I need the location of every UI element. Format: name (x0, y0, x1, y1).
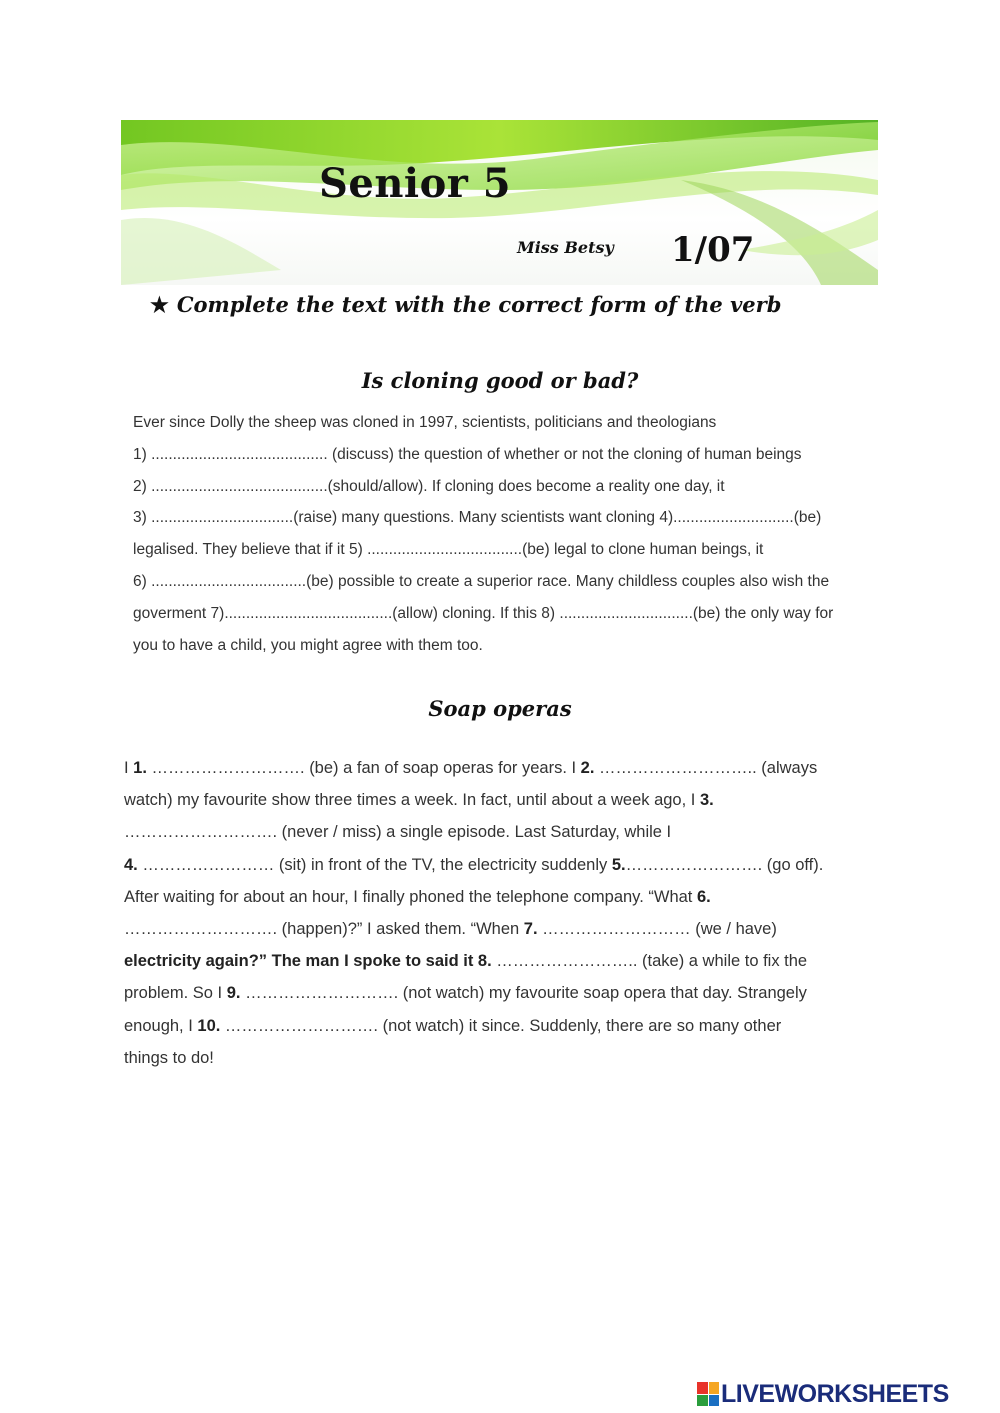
item-number: 7. (523, 920, 538, 939)
text-run: I (124, 759, 134, 777)
section-title-soap-operas: Soap operas (428, 696, 572, 721)
paragraph-line: legalised. They believe that if it 5) ....................................(be) legal to clone human beings, it (133, 541, 764, 559)
soap-operas-paragraph (124, 752, 884, 1074)
item-number: electricity again?” The man I spoke to said it 8. (124, 952, 492, 971)
logo-color-block (709, 1395, 720, 1407)
paragraph-line (124, 977, 884, 1009)
text-run: things to do! (124, 1048, 214, 1067)
instruction (150, 292, 850, 317)
cloning-paragraph (133, 407, 883, 661)
paragraph-line: 1) ......................................... (discuss) the question of whether or not the cloning of human beings (133, 445, 802, 463)
logo-color-block (697, 1382, 708, 1394)
paragraph-line: 3) .................................(raise) many questions. Many scientists want cloning 4)............................(be) (133, 509, 822, 527)
paragraph-line: goverment 7).......................................(allow) cloning. If this 8) ...............................(be) the only way for (133, 604, 834, 622)
instruction-text: Complete the text with the correct form of the verb (176, 292, 782, 317)
text-run: …………………….. (take) a while to fix the (491, 952, 808, 971)
text-run: watch) my favourite show three times a week. In fact, until about a week ago, I (124, 791, 700, 810)
paragraph-line (124, 752, 884, 784)
liveworksheets-logo (697, 1380, 949, 1408)
item-number: 10. (197, 1016, 221, 1035)
paragraph-line (124, 1042, 884, 1074)
logo-text: LIVEWORKSHEETS (721, 1379, 949, 1408)
text-run: After waiting for about an hour, I finally phoned the telephone company. “What (124, 887, 697, 906)
logo-color-block (709, 1382, 720, 1394)
banner-title: Senior 5 (319, 160, 512, 207)
item-number: 1. (133, 759, 147, 777)
item-number: 4. (124, 855, 138, 874)
paragraph-line (124, 816, 884, 848)
logo-color-block (697, 1395, 708, 1407)
paragraph-line (124, 913, 884, 945)
paragraph-line (124, 784, 884, 816)
paragraph-line: you to have a child, you might agree with them too. (133, 636, 483, 654)
text-run: ………………………. (never / miss) a single episode. Last Saturday, while I (124, 823, 672, 842)
text-run: problem. So I (124, 984, 227, 1003)
text-run: ……………………….. (always (594, 759, 818, 777)
text-run: ………………………. (happen)?” I asked them. “When (124, 920, 524, 939)
paragraph-line (124, 849, 884, 881)
text-run: ………………………. (not watch) my favourite soap opera that day. Strangely (240, 984, 807, 1003)
paragraph-line: 2) .........................................(should/allow). If cloning does become a reality one day, it (133, 477, 725, 495)
header-banner (121, 120, 878, 285)
item-number: 9. (226, 984, 241, 1003)
star-icon: ★ (150, 292, 169, 317)
liveworksheets-icon (697, 1382, 719, 1406)
worksheet-date: 1/07 (671, 230, 755, 270)
paragraph-line (124, 945, 884, 977)
section-title-cloning: Is cloning good or bad? (361, 368, 639, 393)
item-number: 5. (611, 855, 626, 874)
item-number: 3. (699, 791, 714, 810)
text-run: enough, I (124, 1016, 198, 1035)
item-number: 6. (696, 887, 711, 906)
teacher-name: Miss Betsy (517, 238, 614, 257)
text-run: ……………………. (go off). (625, 855, 824, 874)
paragraph-line (124, 881, 884, 913)
text-run: …………………… (sit) in front of the TV, the electricity suddenly (137, 855, 612, 874)
text-run: ……………………… (we / have) (537, 920, 777, 939)
paragraph-line: 6) ....................................(be) possible to create a superior race. Many childless couples also wish the (133, 572, 830, 590)
paragraph-line (124, 1010, 884, 1042)
paragraph-line: Ever since Dolly the sheep was cloned in 1997, scientists, politicians and theologians (133, 414, 717, 431)
item-number: 2. (580, 759, 595, 777)
text-run: ………………………. (not watch) it since. Suddenly, there are so many other (220, 1016, 782, 1035)
text-run: ………………………. (be) a fan of soap operas for years. I (146, 759, 581, 777)
